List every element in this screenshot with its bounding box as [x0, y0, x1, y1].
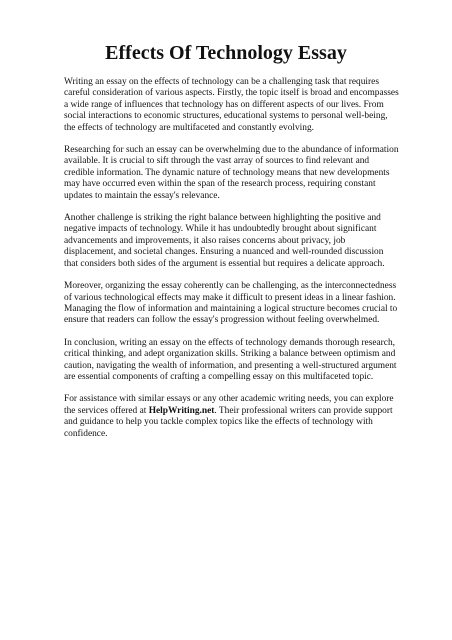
paragraph-conclusion: In conclusion, writing an essay on the effects of technology demands thorough research, critical thinking, and adept organization skills. Striking a balance between optimism and caution, navigating the wealth of information, and presenting a well-structured argument are essential components of crafting a compelling essay on this multifaceted topic.: [64, 337, 397, 382]
paragraph-organization: Moreover, organizing the essay coherently can be challenging, as the interconnectedness of various technological effects may make it difficult to present ideas in a linear fashion. Managing the flow of information and maintaining a logical structure becomes crucial to ensure that readers can follow the essay's progression without feeling overwhelmed.: [64, 281, 398, 326]
essay-body: [64, 77, 399, 440]
paragraph-balance: Another challenge is striking the right balance between highlighting the positive and negative impacts of technology. While it has undoubtedly brought about significant advancements and improvements, it also raises concerns about privacy, job displacement, and societal changes. Ensuring a nuanced and well-rounded discussion that considers both sides of the argument is essential but requires a delicate approach.: [64, 213, 385, 269]
closing-text-before: For assistance with similar essays or any other academic writing needs, you can explore the services offered at: [64, 394, 394, 416]
closing-text-after: . Their professional writers can provide support and guidance to help you tackle complex topics like the effects of technology with confidence.: [64, 405, 393, 439]
paragraph-intro: Writing an essay on the effects of technology can be a challenging task that requires careful consideration of various aspects. Firstly, the topic itself is broad and encompasses a wide range of influences that technology has on different aspects of our lives. From social interactions to economic structures, educational systems to personal well-being, the effects of technology are multifaceted and constantly evolving.: [64, 77, 399, 133]
brand-name: HelpWriting.net: [148, 405, 215, 416]
paragraph-research: Researching for such an essay can be overwhelming due to the abundance of information available. It is crucial to sift through the vast array of sources to find relevant and credible information. The dynamic nature of technology means that new developments may have occurred even within the span of the research process, requiring constant updates to maintain the essay's relevance.: [64, 145, 399, 201]
paragraph-closing: [64, 394, 399, 440]
page-title: Effects Of Technology Essay: [105, 42, 347, 64]
